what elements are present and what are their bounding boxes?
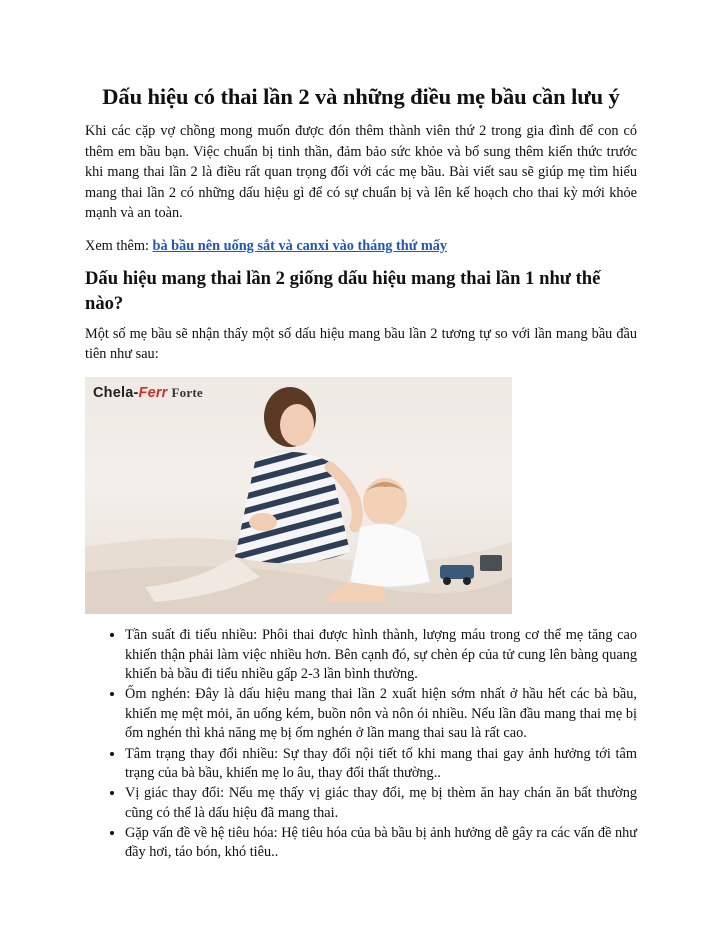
article-photo bbox=[85, 377, 512, 614]
section-intro-paragraph: Một số mẹ bầu sẽ nhận thấy một số dấu hiệu mang bầu lần 2 tương tự so với lần mang bầu đầu tiên như sau: bbox=[85, 325, 637, 363]
list-item: • Vị giác thay đổi: Nếu mẹ thấy vị giác thay đổi, mẹ bị thèm ăn hay chán ăn bất thường cũng có thể là dấu hiệu đã mang thai. bbox=[125, 784, 637, 823]
brand-logo-part2: Ferr bbox=[138, 384, 168, 401]
document-page bbox=[85, 82, 637, 864]
brand-logo-part3: Forte bbox=[171, 384, 203, 400]
list-item: • Tần suất đi tiểu nhiều: Phôi thai được hình thành, lượng máu trong cơ thể mẹ tăng cao khiến thận phải làm việc nhiều hơn. Bên cạnh đó, sự chèn ép của tử cung lên bàng quang khiến bà bầu đi tiểu nhiều gấp 2-3 lần bình thường. bbox=[125, 626, 637, 685]
section-heading: Dấu hiệu mang thai lần 2 giống dấu hiệu mang thai lần 1 như thế nào? bbox=[85, 267, 601, 314]
list-item: • Ốm nghén: Đây là dấu hiệu mang thai lần 2 xuất hiện sớm nhất ở hầu hết các bà bầu, khiến mẹ mệt mỏi, ăn uống kém, buồn nôn và nôn ói nhiều. Nếu lần đầu mang thai mẹ bị ốm nghén thì khả năng mẹ bị ốm nghén ở lần mang thai sau là rất cao. bbox=[125, 685, 637, 744]
mother-and-child-illustration bbox=[85, 377, 512, 614]
see-also-link[interactable]: bà bầu nên uống sắt và canxi vào tháng thứ mấy bbox=[152, 237, 448, 254]
see-also-line bbox=[85, 236, 637, 256]
brand-logo-part1: Chela- bbox=[93, 384, 139, 401]
list-item: • Gặp vấn đề về hệ tiêu hóa: Hệ tiêu hóa của bà bầu bị ảnh hưởng dễ gây ra các vấn đề như đầy hơi, táo bón, khó tiêu.. bbox=[125, 824, 637, 863]
list-item: • Tâm trạng thay đổi nhiều: Sự thay đổi nội tiết tố khi mang thai gay ảnh hưởng tới tâm trạng của bà bầu, khiến mẹ lo âu, thay đổi thất thường.. bbox=[125, 745, 637, 784]
page-title: Dấu hiệu có thai lần 2 và những điều mẹ bầu cần lưu ý bbox=[102, 84, 620, 109]
intro-paragraph: Khi các cặp vợ chồng mong muốn được đón thêm thành viên thứ 2 trong gia đình để con có thêm em bầu bạn. Việc chuẩn bị tinh thần, đảm bảo sức khỏe và bổ sung thêm kiến thức trước khi mang thai lần 2 là điều rất quan trọng đối với các mẹ bầu. Bài viết sau sẽ giúp mẹ tìm hiểu mang thai lần 2 có những dấu hiệu gì để có sự chuẩn bị và lên kế hoạch cho thai kỳ mới khỏe mạnh và an toàn. bbox=[85, 123, 637, 222]
signs-list bbox=[85, 626, 637, 863]
brand-logo bbox=[93, 385, 203, 401]
see-also-label: Xem thêm: bbox=[85, 237, 153, 254]
